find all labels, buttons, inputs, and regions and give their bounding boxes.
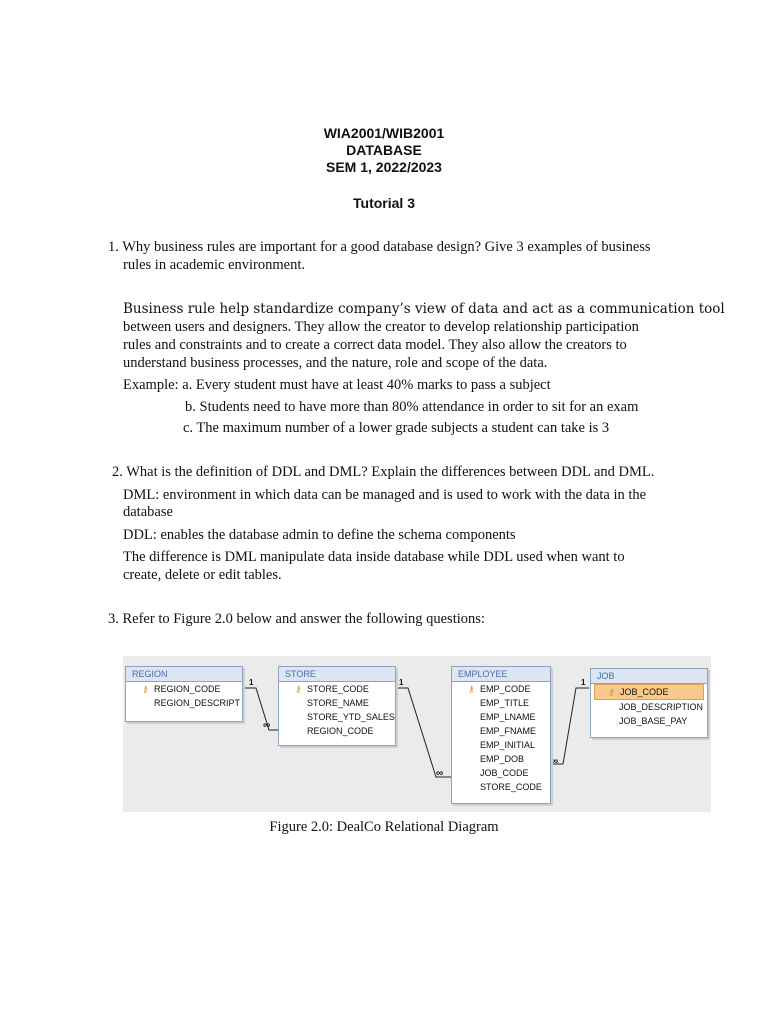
table-employee[interactable] [451,666,551,804]
q2-dml-line1: DML: environment in which data can be managed and is used to work with the data in the [123,487,647,503]
field-emp-store-code[interactable]: STORE_CODE [480,782,542,792]
field-emp-job-code[interactable]: JOB_CODE [480,768,529,778]
q1-answer-line4: understand business processes, and the nature, role and scope of the data. [123,355,548,371]
subject-title: DATABASE [346,142,422,158]
table-store-title: STORE [279,667,395,682]
q1-answer-line1: Business rule help standardize company’s view of data and act as a communication tool [123,301,725,317]
field-store-name[interactable]: STORE_NAME [307,698,369,708]
q2-text: 2. What is the definition of DDL and DML? Explain the differences between DDL and DML. [112,464,655,480]
q1-example-a: Example: a. Every student must have at least 40% marks to pass a subject [123,377,551,393]
rel-one-region: 1 [249,678,254,687]
field-job-description[interactable]: JOB_DESCRIPTION [619,702,704,712]
rel-one-job: 1 [581,678,586,687]
figure-caption: Figure 2.0: DealCo Relational Diagram [269,819,499,835]
field-emp-dob[interactable]: EMP_DOB [480,754,525,764]
key-icon: ⚷ [468,684,475,694]
q1-answer-line2: between users and designers. They allow the creator to develop relationship participation [123,319,639,335]
table-region-title: REGION [126,667,242,682]
table-job-title: JOB [591,669,707,684]
q1-text-line2: rules in academic environment. [123,257,305,273]
tutorial-title: Tutorial 3 [353,195,415,211]
field-emp-title[interactable]: EMP_TITLE [480,698,530,708]
key-icon: ⚷ [608,687,615,697]
field-region-descript[interactable]: REGION_DESCRIPT [154,698,241,708]
q1-example-b: b. Students need to have more than 80% attendance in order to sit for an exam [185,399,639,415]
q2-diff-line2: create, delete or edit tables. [123,567,282,583]
rel-line-job-employee [550,688,589,764]
q2-dml-line2: database [123,504,173,520]
field-job-code[interactable]: ⚷ JOB_CODE [594,684,704,700]
q2-diff-line1: The difference is DML manipulate data inside database while DDL used when want to [123,549,625,565]
field-store-ytd-sales[interactable]: STORE_YTD_SALES [307,712,395,722]
q1-example-c: c. The maximum number of a lower grade subjects a student can take is 3 [183,420,610,436]
rel-line-region-store [243,688,278,730]
rel-many-employee-store: ∞ [436,768,444,779]
q2-ddl: DDL: enables the database admin to define the schema components [123,527,516,543]
field-store-region-code[interactable]: REGION_CODE [307,726,374,736]
key-icon: ⚷ [142,684,149,694]
field-emp-lname[interactable]: EMP_LNAME [480,712,536,722]
field-job-base-pay[interactable]: JOB_BASE_PAY [619,716,688,726]
field-emp-fname[interactable]: EMP_FNAME [480,726,537,736]
field-emp-code[interactable]: ⚷ EMP_CODE [468,684,531,694]
table-employee-title: EMPLOYEE [452,667,550,682]
table-region[interactable] [125,666,243,722]
table-store[interactable] [278,666,396,746]
field-emp-initial[interactable]: EMP_INITIAL [480,740,536,750]
q1-text-line1: 1. Why business rules are important for a good database design? Give 3 examples of business [108,239,651,255]
field-region-code[interactable]: ⚷ REGION_CODE [142,684,221,694]
key-icon: ⚷ [295,684,302,694]
rel-many-store: ∞ [263,720,271,731]
relational-diagram [123,656,711,812]
semester: SEM 1, 2022/2023 [326,159,442,175]
field-store-code[interactable]: ⚷ STORE_CODE [295,684,369,694]
rel-one-store: 1 [399,678,404,687]
course-code: WIA2001/WIB2001 [323,125,445,141]
q1-answer-line3: rules and constraints and to create a correct data model. They also allow the creators to [123,337,627,353]
rel-many-employee-job: ∞ [551,756,559,767]
table-job[interactable] [590,668,708,738]
q3-text: 3. Refer to Figure 2.0 below and answer the following questions: [108,611,485,627]
rel-line-store-employee [395,688,451,777]
